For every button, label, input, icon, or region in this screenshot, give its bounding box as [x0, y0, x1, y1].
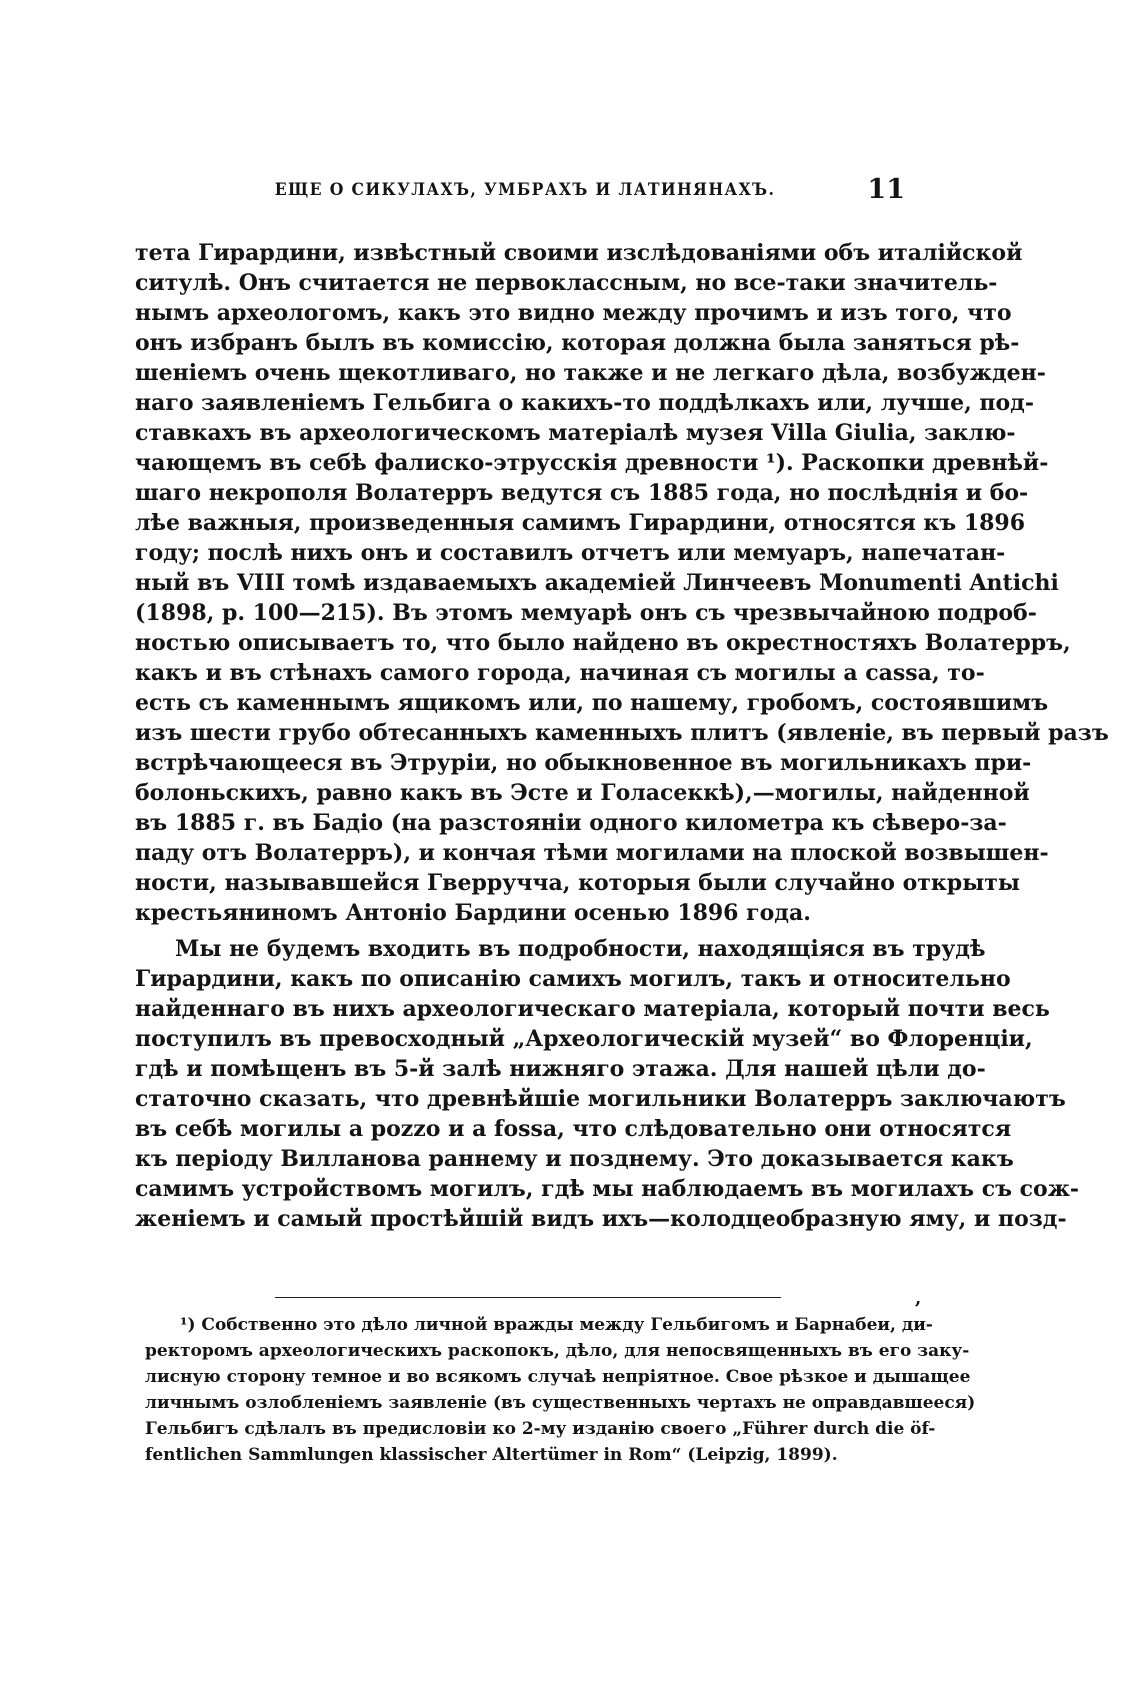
footnote	[145, 1312, 976, 1468]
running-title: ЕЩЕ О СИКУЛАХЪ, УМБРАХЪ И ЛАТИНЯНАХЪ.	[274, 180, 776, 200]
footnote-line: ¹) Собственно это дѣло личной вражды между Гельбигомъ и Барнабеи, ди-	[180, 1315, 933, 1335]
body-line: самимъ устройствомъ могилъ, гдѣ мы наблюдаемъ въ могилахъ съ сож-	[135, 1176, 1080, 1202]
body-line: ситулѣ. Онъ считается не первоклассным, но все-таки значитель-	[135, 270, 998, 296]
body-line: въ 1885 г. въ Бадiо (на разстоянiи одного километра къ сѣверо-за-	[135, 810, 1007, 836]
body-line: найденнаго въ нихъ археологическаго матерiала, который почти весь	[135, 996, 1050, 1022]
body-line: въ себѣ могилы a pozzo и a fossa, что слѣдовательно они относятся	[135, 1116, 1012, 1142]
footnote-rule	[275, 1297, 781, 1298]
body-line: ностью описываетъ то, что было найдено въ окрестностяхъ Волатерръ,	[135, 630, 1071, 656]
body-line: болоньскихъ, равно какъ въ Эсте и Голасеккѣ),—могилы, найденной	[135, 780, 1030, 806]
footnote-line: ректоромъ археологическихъ раскопокъ, дѣло, для непосвященныхъ въ его заку-	[145, 1341, 970, 1361]
body-line: лѣе важныя, произведенныя самимъ Гирардини, относятся къ 1896	[135, 510, 1026, 536]
footnote-line: лисную сторону темное и во всякомъ случаѣ непрiятное. Свое рѣзкое и дышащее	[145, 1367, 971, 1387]
body-line: онъ избранъ былъ въ комиссiю, которая должна была заняться рѣ-	[135, 330, 1020, 356]
body-line: шенiемъ очень щекотливаго, но также и не легкаго дѣла, возбужден-	[135, 360, 1046, 386]
footnote-line: Гельбигъ сдѣлалъ въ предисловiи ко 2-му изданiю своего „Führer durch die öf-	[145, 1419, 936, 1439]
body-line: крестьяниномъ Антонiо Бардини осенью 1896 года.	[135, 900, 811, 926]
body-line: поступилъ въ превосходный „Археологическiй музей“ во Флоренцiи,	[135, 1026, 1033, 1052]
body-line: наго заявленiемъ Гельбига о какихъ-то поддѣлкахъ или, лучше, под-	[135, 390, 1034, 416]
body-line: (1898, p. 100—215). Въ этомъ мемуарѣ онъ съ чрезвычайною подроб-	[135, 600, 1037, 626]
body-line: Гирардини, какъ по описанiю самихъ могилъ, такъ и относительно	[135, 966, 1011, 992]
body-line: какъ и въ стѣнахъ самого города, начиная съ могилы a cassa, то-	[135, 660, 985, 686]
footnote-tail-mark: ,	[915, 1288, 922, 1309]
body-line: тета Гирардини, извѣстный своими изслѣдованiями объ италiйской	[135, 240, 1023, 266]
body-line: году; послѣ нихъ онъ и составилъ отчетъ или мемуаръ, напечатан-	[135, 540, 1006, 566]
body-line: ставкахъ въ археологическомъ матерiалѣ музея Villa Giulia, заклю-	[135, 420, 1016, 446]
body-text	[135, 238, 1109, 1234]
body-line: женiемъ и самый простѣйшiй видъ ихъ—колодцеобразную яму, и позд-	[135, 1206, 1067, 1232]
body-line: есть съ каменнымъ ящикомъ или, по нашему, гробомъ, состоявшимъ	[135, 690, 1049, 716]
body-line: изъ шести грубо обтесанныхъ каменныхъ плитъ (явленiе, въ первый разъ	[135, 720, 1109, 746]
body-line: статочно сказать, что древнѣйшiе могильники Волатерръ заключаютъ	[135, 1086, 1066, 1112]
page-number: 11	[867, 174, 905, 205]
body-line: шаго некрополя Волатерръ ведутся съ 1885 года, но послѣднiя и бо-	[135, 480, 1029, 506]
body-line: гдѣ и помѣщенъ въ 5-й залѣ нижняго этажа. Для нашей цѣли до-	[135, 1056, 986, 1082]
body-line: къ перiоду Вилланова раннему и позднему. Это доказывается какъ	[135, 1146, 1014, 1172]
body-line: ный въ VIII томѣ издаваемыхъ академiей Линчеевъ Monumenti Antichi	[135, 570, 1059, 596]
page-header	[135, 174, 915, 210]
footnote-line: личнымъ озлобленiемъ заявленiе (въ существенныхъ чертахъ не оправдавшееся)	[145, 1393, 976, 1413]
body-line: встрѣчающееся въ Этрурiи, но обыкновенное въ могильникахъ при-	[135, 750, 1032, 776]
body-line: Мы не будемъ входить въ подробности, находящiяся въ трудѣ	[175, 936, 986, 962]
body-line: чающемъ въ себѣ фалиско-этрусскiя древности ¹). Раскопки древнѣй-	[135, 450, 1049, 476]
body-line: ности, называвшейся Гверручча, которыя были случайно открыты	[135, 870, 1020, 896]
footnote-line: fentlichen Sammlungen klassischer Altertümer in Rom“ (Leipzig, 1899).	[145, 1445, 838, 1465]
body-line: паду отъ Волатерръ), и кончая тѣми могилами на плоской возвышен-	[135, 840, 1049, 866]
body-line: нымъ археологомъ, какъ это видно между прочимъ и изъ того, что	[135, 300, 1012, 326]
